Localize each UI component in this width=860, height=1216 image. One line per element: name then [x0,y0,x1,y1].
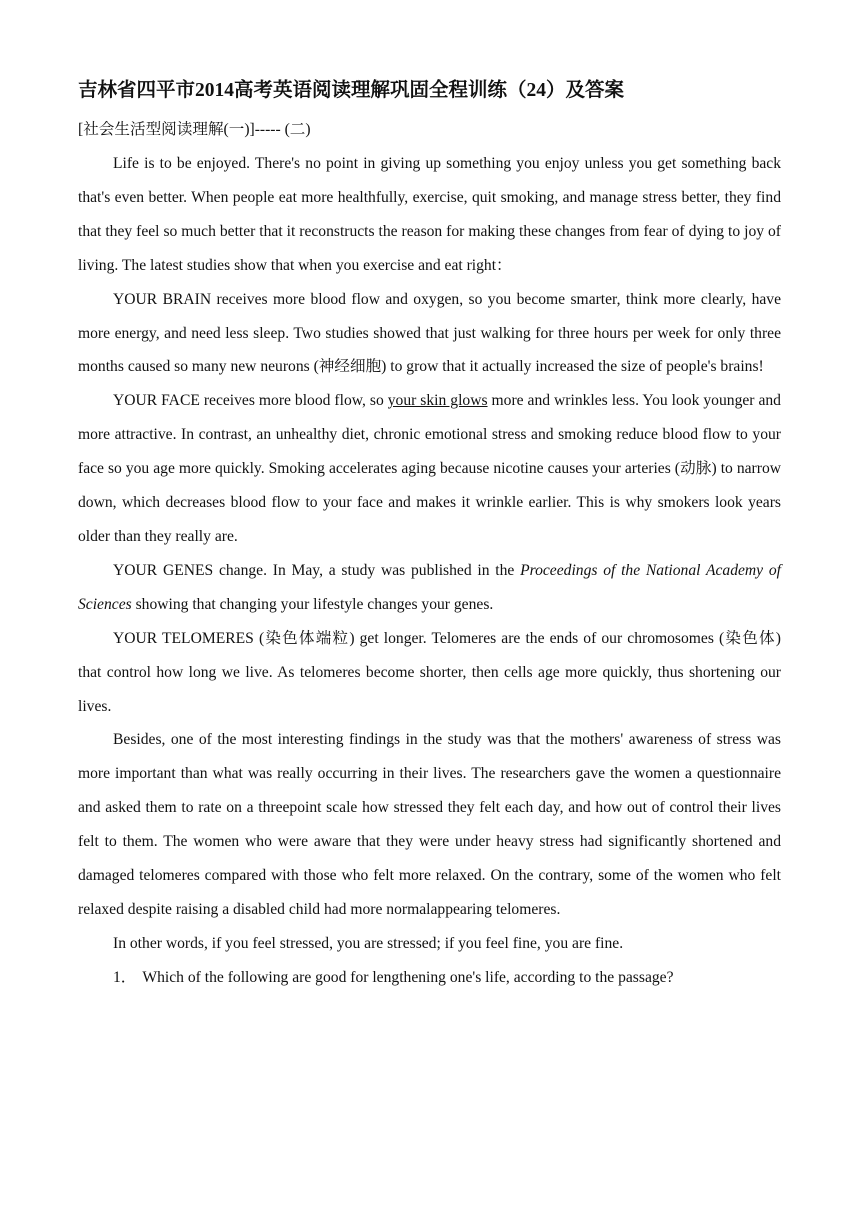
face-text-start: YOUR FACE receives more blood flow, so [113,392,388,410]
journal-title: Proceedings of the National Academy of Sciences [78,561,781,613]
document-title: 吉林省四平市2014高考英语阅读理解巩固全程训练（24）及答案 [78,80,625,101]
document-subtitle: [社会生活型阅读理解(一)]----- (二) [78,121,311,138]
paragraph-face [78,384,781,554]
face-text-end: more and wrinkles less. You look younger and more attractive. In contrast, an unhealthy diet, chronic emotional stress and smoking reduce blood flow to your face so you age more quickly. Smoking accelerates aging because nicotine causes your arteries (动脉) to narrow down, which decreases blood flow to your face and makes it wrinkle earlier. This is why smokers look years older than they really are. [78,392,781,545]
paragraph-brain: YOUR BRAIN receives more blood flow and oxygen, so you become smarter, think more clearly, have more energy, and need less sleep. Two studies showed that just walking for three hours per week for only three months caused so many new neurons (神经细胞) to grow that it actually increased the size of people's brains! [78,290,781,376]
question-text: Which of the following are good for lengthening one's life, according to the passage? [142,968,674,986]
paragraph-stress-study: Besides, one of the most interesting findings in the study was that the mothers' awareness of stress was more important than what was really occurring in their lives. The researchers gave the women a questionnaire and asked them to rate on a threepoint scale how stressed they felt each day, and how out of control their lives felt to them. The women who were aware that they were under heavy stress had significantly shortened and damaged telomeres compared with those who felt more relaxed. On the contrary, some of the women who felt relaxed despite raising a disabled child had more normalappearing telomeres. [78,731,781,918]
underlined-phrase: your skin glows [387,392,488,410]
genes-text-end: showing that changing your lifestyle changes your genes. [131,595,494,613]
paragraph-conclusion: In other words, if you feel stressed, you are stressed; if you feel fine, you are fine. [113,934,624,952]
paragraph-intro: Life is to be enjoyed. There's no point in giving up something you enjoy unless you get something back that's even better. When people eat more healthfully, exercise, quit smoking, and manage stress better, they find that they feel so much better that it reconstructs the reason for making these changes from fear of dying to joy of living. The latest studies show that when you exercise and eat right： [78,155,781,274]
passage-body [78,147,781,995]
question-1 [78,961,781,995]
paragraph-genes [78,554,781,622]
question-number: 1． [113,968,137,986]
genes-text-start: YOUR GENES change. In May, a study was published in the [113,561,521,579]
paragraph-telomeres: YOUR TELOMERES (染色体端粒) get longer. Telomeres are the ends of our chromosomes (染色体) that control how long we live. As telomeres become shorter, then cells age more quickly, thus shortening our lives. [78,629,781,715]
